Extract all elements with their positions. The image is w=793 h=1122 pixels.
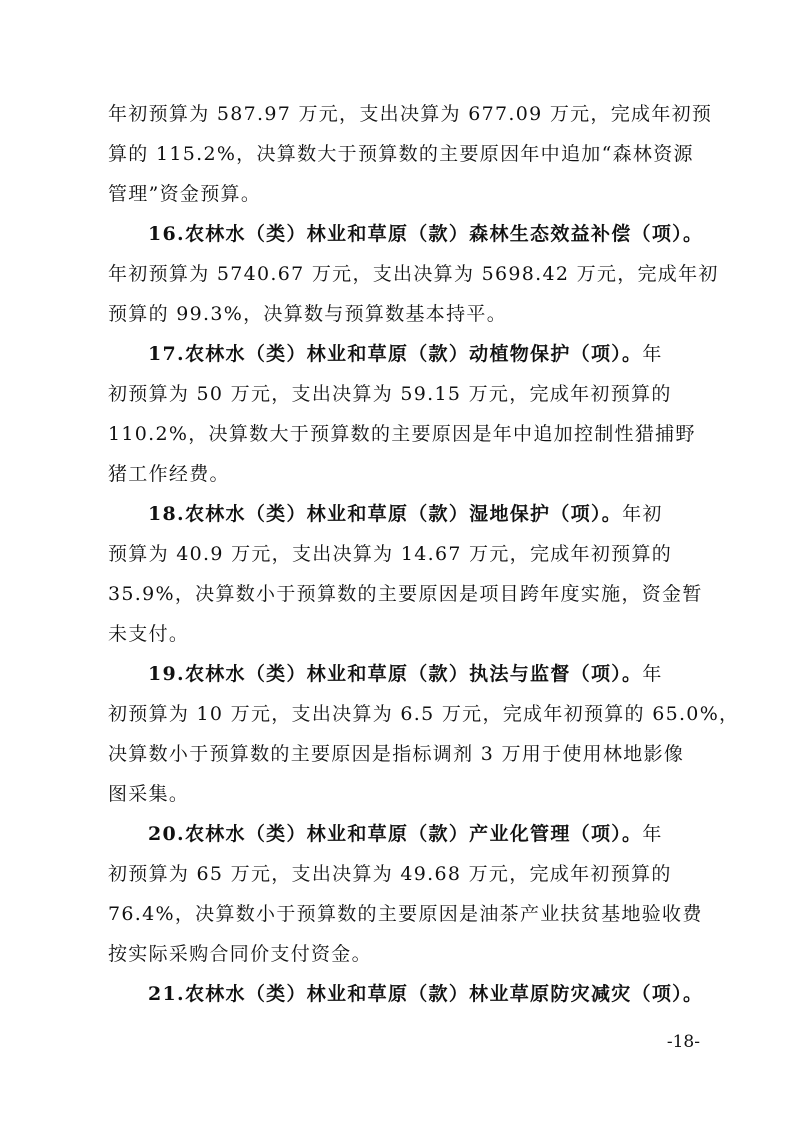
heading-text: 17.农林水（类）林业和草原（款）动植物保护（项）。 bbox=[148, 343, 643, 365]
heading-continuation: 年初 bbox=[622, 503, 663, 525]
heading-continuation: 年 bbox=[642, 343, 663, 365]
body-text-line: 按实际采购合同价支付资金。 bbox=[108, 943, 372, 965]
section-heading-20 bbox=[148, 821, 698, 847]
heading-text: 21.农林水（类）林业和草原（款）林业草原防灾减灾（项）。 bbox=[148, 983, 704, 1005]
body-text-line: 算的 115.2%，决算数大于预算数的主要原因年中追加“森林资源 bbox=[108, 143, 694, 165]
heading-text: 20.农林水（类）林业和草原（款）产业化管理（项）。 bbox=[148, 823, 643, 845]
body-text-line: 管理”资金预算。 bbox=[108, 183, 262, 205]
body-text-line: 猪工作经费。 bbox=[108, 463, 230, 485]
body-text-line: 决算数小于预算数的主要原因是指标调剂 3 万用于使用林地影像 bbox=[108, 743, 685, 765]
body-text-line: 年初预算为 5740.67 万元，支出决算为 5698.42 万元，完成年初 bbox=[108, 263, 719, 285]
body-text-line: 76.4%，决算数小于预算数的主要原因是油茶产业扶贫基地验收费 bbox=[108, 903, 703, 925]
heading-continuation: 年 bbox=[642, 823, 663, 845]
section-heading-21 bbox=[148, 981, 704, 1007]
body-text-line: 110.2%，决算数大于预算数的主要原因是年中追加控制性猎捕野 bbox=[108, 423, 696, 445]
heading-text: 16.农林水（类）林业和草原（款）森林生态效益补偿（项）。 bbox=[148, 223, 704, 245]
body-text-line: 年初预算为 587.97 万元，支出决算为 677.09 万元，完成年初预 bbox=[108, 103, 713, 125]
body-text-line: 初预算为 65 万元，支出决算为 49.68 万元，完成年初预算的 bbox=[108, 863, 672, 885]
section-heading-17 bbox=[148, 341, 698, 367]
body-text-line: 初预算为 50 万元，支出决算为 59.15 万元，完成年初预算的 bbox=[108, 383, 672, 405]
body-text-line: 图采集。 bbox=[108, 783, 190, 805]
body-text-line: 未支付。 bbox=[108, 623, 190, 645]
section-heading-19 bbox=[148, 661, 698, 687]
body-text-line: 初预算为 10 万元，支出决算为 6.5 万元，完成年初预算的 65.0%， bbox=[108, 703, 740, 725]
heading-text: 19.农林水（类）林业和草原（款）执法与监督（项）。 bbox=[148, 663, 643, 685]
body-text-line: 预算为 40.9 万元，支出决算为 14.67 万元，完成年初预算的 bbox=[108, 543, 673, 565]
body-text-line: 35.9%，决算数小于预算数的主要原因是项目跨年度实施，资金暂 bbox=[108, 583, 703, 605]
section-heading-18 bbox=[148, 501, 698, 527]
page-number: -18- bbox=[666, 1032, 700, 1052]
body-text-line: 预算的 99.3%，决算数与预算数基本持平。 bbox=[108, 303, 507, 325]
heading-text: 18.农林水（类）林业和草原（款）湿地保护（项）。 bbox=[148, 503, 623, 525]
heading-continuation: 年 bbox=[642, 663, 663, 685]
section-heading-16 bbox=[148, 221, 704, 247]
